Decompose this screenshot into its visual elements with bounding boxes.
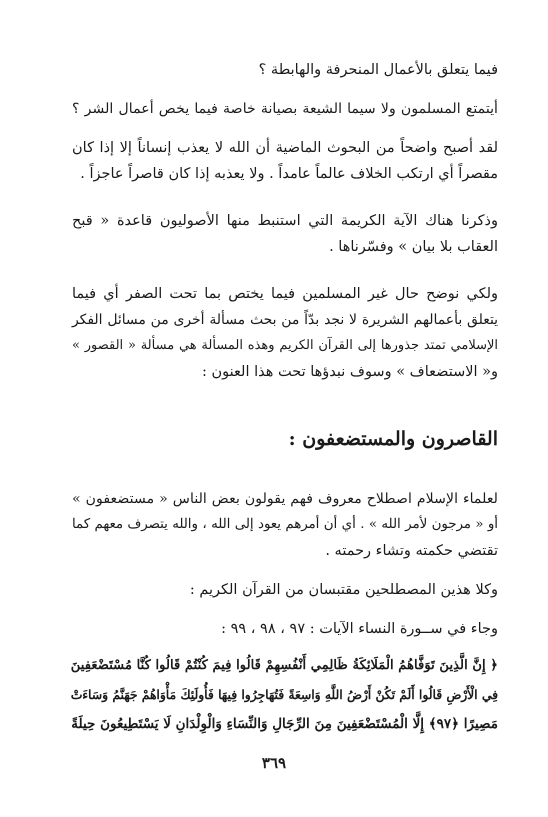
text-line: تقتضي حكمته وتشاء رحمته . <box>325 543 498 559</box>
text-line: أو « مرجون لأمر الله » . أي أن أمرهم يعود إلى الله ، والله يتصرف معهم كما <box>72 517 498 532</box>
text-line: فيما يتعلق بالأعمال المنحرفة والهابطة ؟ <box>258 62 498 78</box>
book-page <box>72 0 498 817</box>
text-line: وكلا هذين المصطلحين مقتبسان من القرآن الكريم : <box>189 582 498 598</box>
section-heading: القاصرون والمستضعفون : <box>288 428 498 450</box>
quran-verse-line: فِي الْأَرْضِ قَالُوا أَلَمْ تَكُنْ أَرْضُ اللَّهِ وَاسِعَةً فَتُهَاجِرُوا فِيهَا فَأُولَئِكَ مَأْوَاهُمْ جَهَنَّمُ وَسَاءَتْ <box>70 687 498 702</box>
text-line: الإسلامي تمتد جذورها إلى القرآن الكريم وهذه المسألة هي مسألة « القصور » <box>72 338 498 353</box>
text-line: العقاب بلا بيان » وفسّرناها . <box>329 239 498 255</box>
text-line: مقصراً أي ارتكب الخلاف عالماً عامداً . ولا يعذبه إذا كان قاصراً عاجزاً . <box>80 166 498 182</box>
page-number: ٣٦٩ <box>261 754 287 772</box>
text-line: وذكرنا هناك الآية الكريمة التي استنبط منها الأصوليون قاعدة « قبح <box>72 213 498 229</box>
quran-verse-line: مَصِيرًا ﴿٩٧﴾ إِلَّا الْمُسْتَضْعَفِينَ مِنَ الرِّجَالِ وَالنِّسَاءِ وَالْوِلْدَانِ لَا يَسْتَطِيعُونَ حِيلَةً <box>71 716 498 732</box>
quran-verse-line: ﴿ إِنَّ الَّذِينَ تَوَفَّاهُمُ الْمَلَائِكَةُ ظَالِمِي أَنْفُسِهِمْ قَالُوا فِيمَ كُنْتُمْ قَالُوا كُنَّا مُسْتَضْعَفِينَ <box>70 658 498 673</box>
text-line: يتعلق بأعمالهم الشريرة لا نجد بدّاً من بحث مسألة أخرى من مسائل الفكر <box>72 312 498 328</box>
text-line: ولكي نوضح حال غير المسلمين فيما يختص بما تحت الصفر أي فيما <box>72 286 498 302</box>
text-line: لقد أصبح واضحاً من البحوث الماضية أن الله لا يعذب إنساناً إلا إذا كان <box>72 140 498 156</box>
text-line: أيتمتع المسلمون ولا سيما الشيعة بصيانة خاصة فيما يخص أعمال الشر ؟ <box>72 101 498 117</box>
text-line: وجاء في ســورة النساء الآيات : ٩٧ ، ٩٨ ، ٩٩ : <box>221 621 498 637</box>
text-line: لعلماء الإسلام اصطلاح معروف فهم يقولون بعض الناس « مستضعفون » <box>72 491 498 507</box>
text-line: و« الاستضعاف » وسوف نبدؤها تحت هذا العنون : <box>202 364 498 380</box>
